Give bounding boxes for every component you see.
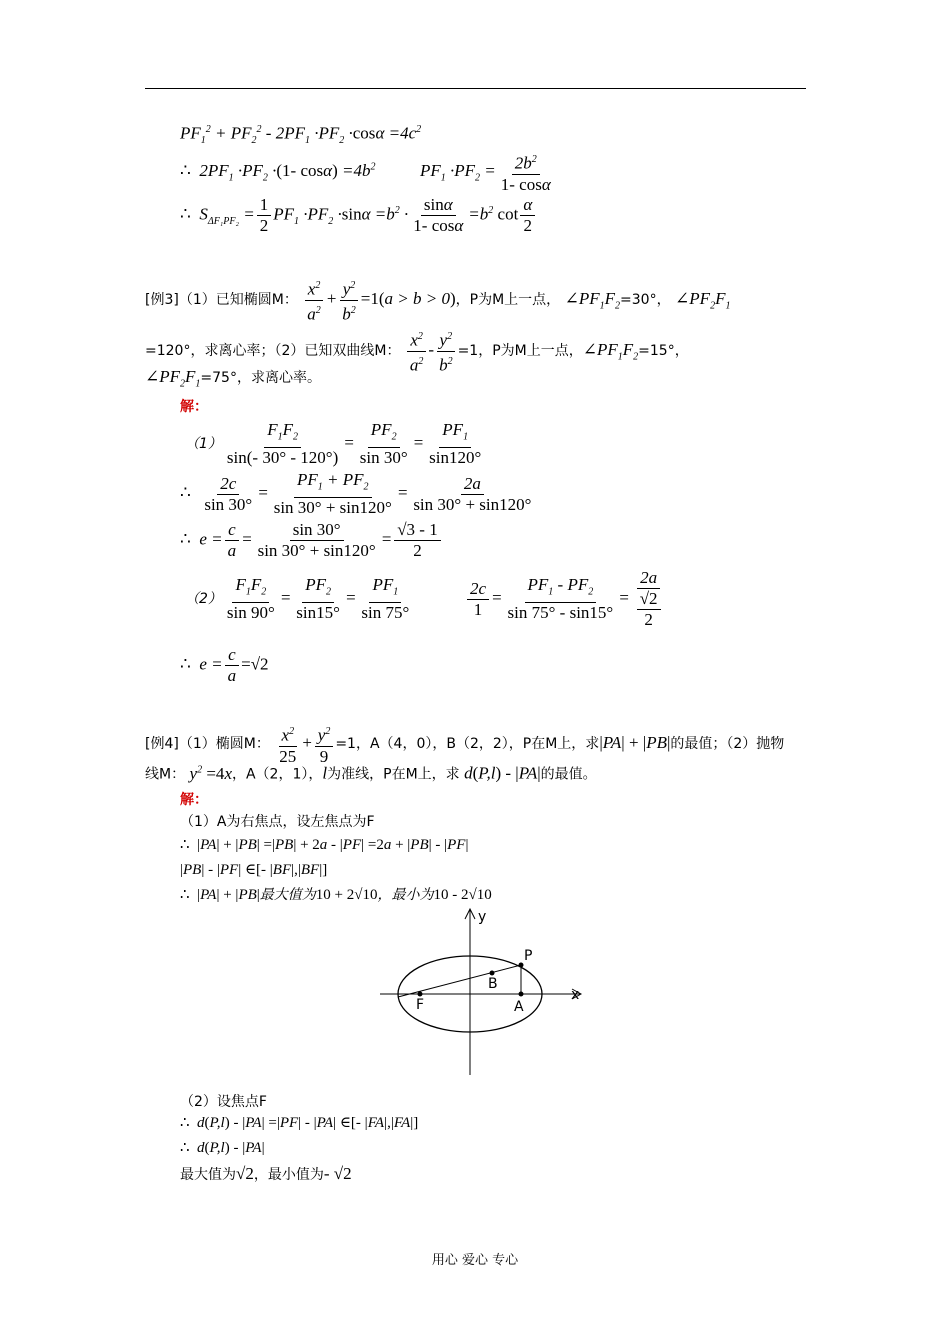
example3-line3: $\angle PF_2F_1=75^\circ$，求离心率。 [145,367,321,390]
example3-angle-4: =75°，求离心率。 [200,370,321,386]
ex4-sol-text-1: （1）A为右焦点，设左焦点为F [180,814,375,830]
example3-text-3: =120°，求离心率；（2）已知双曲线M： [145,343,401,360]
example4-line2: 线M： $y^2 =4x$，A（2，1），l为准线，P在M上，求 d(P,l) - |PA|的最值。 [145,763,597,783]
A-label: A [514,999,524,1015]
example3-line2: =120°，求离心率；（2）已知双曲线M： $\frac{x^2}{a^2}$ - $\frac{y^2}{b^2}$ =1，P为M上一点，$\angle PF_1F_2=15^\circ$， [145,327,689,375]
point-P [519,963,524,968]
example3-text-2: ，P为M上一点， [455,292,561,309]
example4-text-3: 的最值；（2）抛物 [670,736,785,753]
solution-label-1: 解： [180,399,208,415]
header-rule [145,88,806,89]
example4-text-5: ，A（2，1）， [231,766,323,783]
x-label: x [571,987,580,1003]
example4-text-6: 为准线，P在M上，求 [327,766,460,783]
example4-line1: [例4]（1）椭圆M： $\frac{x^2}{25}$ + $\frac{y^2}{9}$ =1，A（4，0），B（2，2），P在M上，求|PA| + |PB|的最值；（2）抛物 [145,722,784,767]
ex3-sol-part2-ratio: $\frac{2c}{1}$ = $\frac{PF_1 - PF_2}{\sin 75^\circ - \sin 15^\circ}$ = $\frac{2a}{\frac{√2}{2}}$ [465,568,668,630]
example3-line1: [例3]（1）已知椭圆M： $\frac{x^2}{a^2}$ + $\frac{y^2}{b^2}$ =1(a > b > 0)，P为M上一点， $\angle PF_1F_2=30^\circ$， $\angle PF_2F_1$ [145,276,730,324]
example4-text-1: （1）椭圆M： [178,736,270,753]
ex4-sol-text-2: （2）设焦点F [180,1094,267,1110]
page-footer: 用心 爱心 专心 [431,1253,519,1268]
ex3-sol-step2: ∴ $\frac{2c}{\sin 30^\circ}$ = $\frac{PF_1 + PF_2}{\sin 30^\circ + \sin 120^\circ}$ = $\frac{2a}{\sin 30^\circ + \sin 120^\circ}$ [180,470,532,518]
ex3-sol-step1: （1） $\frac{F_1F_2}{\sin(- 30^\circ - 120^\circ)}$ = $\frac{PF_2}{\sin 30^\circ}$ = $\frac{PF_1}{\sin 120^\circ}$ [185,420,482,468]
ex4-sol-step2: |PB| - |PF| ∈[- |BF|,|BF|] [180,862,328,878]
F-label: F [416,997,425,1013]
point-A [519,992,524,997]
example3-text-4: =1，P为M上一点， [457,343,583,360]
formula-step-2: ∴ $2PF_1 \cdot PF_2 \cdot(1-$ $\cos\alpha) =4b^2$ $PF_1 \cdot PF_2$ = $\frac{2b^2}{1- \cos\alpha}$ [180,150,556,195]
ex4-min-label: ，最小为 [377,887,434,903]
example3-text-1: （1）已知椭圆M： [178,292,298,309]
ex4-sol-step4: ∴ d(P,l) - |PA| =|PF| - |PA| ∈[- |FA|,|FA|] [180,1115,419,1131]
example4-text-4: 线M： [145,766,186,783]
ex4-final-min-label: ，最小值为 [253,1167,324,1183]
example4-text-2: =1，A（4，0），B（2，2），P在M上，求 [335,736,600,753]
ex4-sol-step3: ∴ |PA| + |PB|最大值为10 + 2√10，最小为10 - 2√10 [180,887,492,903]
ex3-sol-part2: （2） $\frac{F_1F_2}{\sin 90^\circ}$ = $\frac{PF_2}{\sin 15^\circ}$ = $\frac{PF_1}{\sin 75^\circ}$ [185,575,410,623]
point-F [418,992,423,997]
example4-text-7: 的最值。 [540,766,597,783]
example3-tag: [例3] [145,292,179,309]
example3-angle-3: =15°， [638,343,689,360]
ex4-sol-step5: ∴ d(P,l) - |PA| [180,1140,265,1156]
ex3-sol-eccentricity-1: ∴ e = $\frac{c}{a}$ = $\frac{\sin 30^\circ}{\sin 30^\circ + \sin 120^\circ}$ = $\frac{√3 - 1}{2}$ [180,520,443,561]
y-label: y [478,909,487,925]
ex3-sol-eccentricity-2: ∴ e = $\frac{c}{a}$ =√2 [180,645,269,685]
solution-label-2: 解： [180,792,208,808]
P-label: P [524,948,533,964]
example4-tag: [例4] [145,736,179,753]
example3-angle-1: =30°， [620,292,671,309]
ex4-sol-final: 最大值为√2，最小值为- √2 [180,1164,352,1183]
ex4-sol-step1: ∴ |PA| + |PB| =|PB| + 2a - |PF| =2a + |PB| - |PF| [180,837,469,853]
line-PF [398,965,521,997]
B-label: B [488,976,498,992]
formula-law-of-cosines: $PF_1^2 + PF_2^2 - 2PF_1 \cdot PF_2 \cdot\cos\alpha =4c^2$ [180,123,422,147]
ex4-final-max-label: 最大值为 [180,1167,236,1183]
ellipse-figure [370,905,590,1080]
ex4-max-label: 最大值为 [259,887,316,903]
formula-area: ∴ $S_{\Delta F_1PF_2}$ = $\frac{1}{2}$ $PF_1 \cdot PF_2 \cdot\sin\alpha =b^2$ · $\frac{\sin\alpha}{1- \cos\alpha}$ $=b^2$ cot $\frac{\alpha}{2}$ [180,195,537,236]
point-B [490,971,495,976]
